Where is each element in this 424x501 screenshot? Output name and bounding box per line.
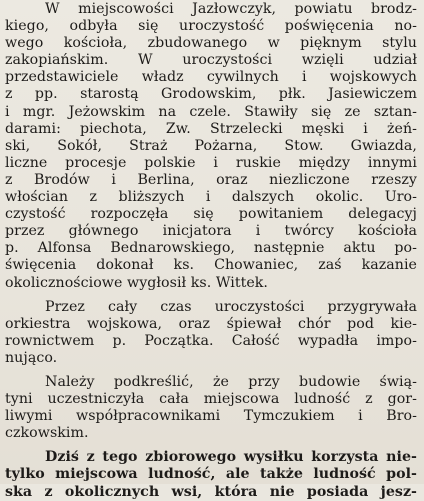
text-line: W miejscowości Jazłowczyk, powiatu brodz-: [45, 1, 417, 17]
paragraph-3: [5, 374, 417, 442]
text-line: tylko miejscowa ludność, ale także ludność pol-: [5, 466, 417, 483]
text-line: orkiestra wojskowa, oraz śpiewał chór pod kie-: [5, 315, 417, 332]
text-line: kiego, odbyła się uroczystość poświęcenia no-: [5, 18, 417, 35]
text-line: Należy podkreślić, że przy budowie świą-: [45, 373, 417, 390]
paragraph-1: [5, 1, 417, 292]
text-line: zakopiańskim. W uroczystości wzięli udział: [5, 52, 417, 69]
text-line: przez głównego inicjatora i twórcy kościoła: [5, 223, 417, 240]
text-line: święcenia dokonał ks. Chowaniec, zaś kazanie: [5, 257, 417, 274]
text-line: nująco.: [5, 349, 58, 366]
article-body: [5, 1, 417, 501]
text-line: wego kościoła, zbudowanego w pięknym stylu: [5, 35, 417, 52]
text-line: ski, Sokół, Straż Pożarna, Stow. Gwiazda,: [5, 137, 417, 154]
paragraph-gap: [5, 292, 417, 299]
text-line: ska z okolicznych wsi, która nie posiada jesz-: [5, 483, 417, 500]
text-line: Dziś z tego zbiorowego wysiłku korzysta nie-: [45, 449, 417, 466]
text-line: przedstawiciele władz cywilnych i wojskowych: [5, 69, 417, 86]
text-line: tyni uczestniczyła cała miejscowa ludność z gor-: [5, 391, 417, 408]
text-line: czkowskim.: [5, 425, 89, 442]
text-line: liwymi współpracownikami Tymczukiem i Bro-: [5, 408, 417, 425]
paragraph-2: [5, 299, 417, 367]
text-line: darami: piechota, Zw. Strzelecki męski i żeń-: [5, 120, 417, 137]
text-line: z Brodów i Berlina, oraz niezliczone rzeszy: [5, 171, 417, 188]
text-line: p. Alfonsa Bednarowskiego, następnie aktu po-: [5, 240, 417, 257]
paragraph-gap: [5, 367, 417, 374]
text-line: z pp. starostą Grodowskim, płk. Jasiewiczem: [5, 86, 417, 103]
paragraph-4: [5, 449, 417, 500]
text-line: i mgr. Jeżowskim na czele. Stawiły się ze sztan-: [5, 103, 417, 120]
text-line: czystość rozpoczęła się powitaniem delegacyj: [5, 206, 417, 223]
paragraph-gap: [5, 442, 417, 449]
text-line: Przez cały czas uroczystości przygrywała: [45, 298, 417, 315]
text-line: rownictwem p. Początka. Całość wypadła impo-: [5, 332, 417, 349]
text-line: włościan z bliższych i dalszych okolic. Uro-: [5, 189, 417, 206]
text-line: okolicznościowe wygłosił ks. Wittek.: [5, 274, 268, 291]
text-line: liczne procesje polskie i ruskie między innymi: [5, 154, 417, 171]
